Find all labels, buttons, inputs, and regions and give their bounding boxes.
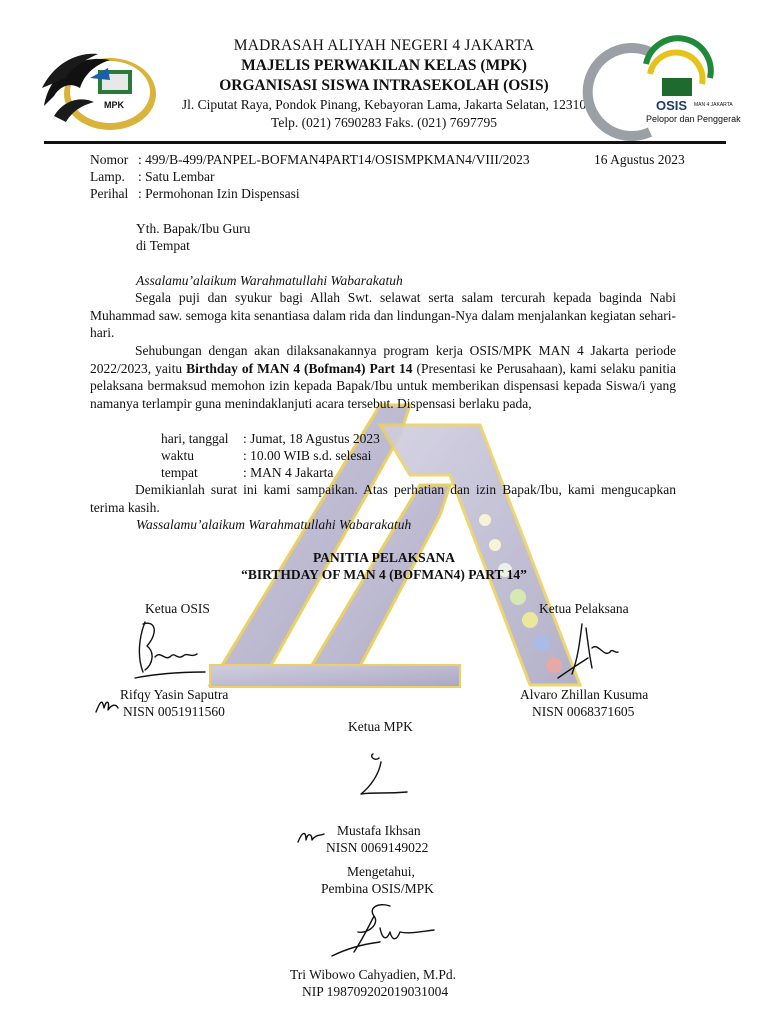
ketua-mpk-nisn: NISN 0069149022 [326,840,429,855]
pembina-name: Tri Wibowo Cahyadien, M.Pd. [290,967,456,982]
lamp-value: : Satu Lembar [138,169,215,184]
closing-text: Demikianlah surat ini kami sampaikan. Atas perhatian dan izin Bapak/Ibu, kami mengucapkan terima kasih. [90,482,676,515]
paragraph-2 [90,342,676,412]
ketua-osis-name: Rifqy Yasin Saputra [120,687,229,702]
mpk-name: MAJELIS PERWAKILAN KELAS (MPK) [241,57,527,74]
paragraph-2-text-b: (Presentasi ke Perusahaan), kami selaku panitia pelaksana bermaksud memohon izin kepada Bapak/Ibu untuk memberikan dispensasi kepada Siswa/i yang namanya terlampir guna menindaklanjuti acara tersebut. Dispensasi berlaku pada, [90,360,677,411]
detail-label: waktu [161,448,194,463]
paragraph-1 [90,289,676,342]
letterhead [0,36,768,136]
event-name-bold: Birthday of MAN 4 (Bofman4) Part 14 [186,360,413,376]
farewell: Wassalamu’alaikum Warahmatullahi Wabarakatuh [136,517,412,532]
school-name: MADRASAH ALIYAH NEGERI 4 JAKARTA [233,37,535,54]
nomor-label: Nomor [90,152,129,167]
mpk-logo-icon [40,46,158,132]
recipient-line2: di Tempat [136,238,190,253]
paraf-ketua-mpk [294,826,328,846]
lamp-label: Lamp. [90,169,125,184]
committee-event: “BIRTHDAY OF MAN 4 (BOFMAN4) PART 14” [241,567,527,582]
detail-value: : MAN 4 Jakarta [243,465,334,480]
address: Jl. Ciputat Raya, Pondok Pinang, Kebayoran Lama, Jakarta Selatan, 12310 [181,97,587,112]
perihal-value: : Permohonan Izin Dispensasi [138,186,300,201]
ketua-osis-role: Ketua OSIS [145,601,210,616]
nomor-value: : 499/B-499/PANPEL-BOFMAN4PART14/OSISMPKMAN4/VIII/2023 [138,152,530,167]
ketua-osis-nisn: NISN 0051911560 [123,704,225,719]
osis-logo-sub: MAN 4 JAKARTA [694,102,733,108]
detail-label: hari, tanggal [161,431,229,446]
detail-value: : Jumat, 18 Agustus 2023 [243,431,380,446]
ketua-pelaksana-name: Alvaro Zhillan Kusuma [520,687,649,702]
ketua-pelaksana-nisn: NISN 0068371605 [532,704,635,719]
recipient-line1: Yth. Bapak/Ibu Guru [136,221,251,236]
osis-logo-text: OSIS [656,98,688,113]
detail-value: : 10.00 WIB s.d. selesai [243,448,372,463]
ketua-mpk-role: Ketua MPK [348,719,413,734]
osis-logo-icon [610,44,741,140]
signature-ketua-pelaksana [552,618,622,683]
signature-pembina [328,898,438,962]
greeting: Assalamu’alaikum Warahmatullahi Wabarakatuh [136,273,403,288]
signature-ketua-osis [125,612,215,687]
detail-label: tempat [161,465,198,480]
ketua-mpk-name: Mustafa Ikhsan [337,823,421,838]
osis-logo-tagline: Pelopor dan Penggerak [646,114,741,124]
pembina-role-line1: Mengetahui, [347,864,415,879]
closing-paragraph [90,481,676,516]
paragraph-2-text-a: Sehubungan dengan akan dilaksanakannya program kerja OSIS/MPK MAN 4 Jakarta periode 2022/2023, yaitu [90,343,676,376]
contact: Telp. (021) 7690283 Faks. (021) 7697795 [271,115,497,130]
pembina-role-line2: Pembina OSIS/MPK [321,881,434,896]
committee-title: PANITIA PELAKSANA [313,550,455,565]
pembina-nip: NIP 198709202019031004 [302,984,449,999]
paragraph-1-text: Segala puji dan syukur bagi Allah Swt. selawat serta salam tercurah kepada baginda Nabi Muhammad saw. semoga kita senantiasa dalam rida dan lindungan-Nya dalam menjalankan kegiatan sehari-hari. [90,290,676,341]
letterhead-text [160,36,608,132]
mpk-logo-text: MPK [104,100,124,110]
signature-ketua-mpk [345,748,415,803]
letter-date: 16 Agustus 2023 [594,152,685,167]
letterhead-divider [44,141,726,144]
perihal-label: Perihal [90,186,129,201]
osis-name: ORGANISASI SISWA INTRASEKOLAH (OSIS) [219,77,549,94]
ketua-pelaksana-role: Ketua Pelaksana [539,601,629,616]
paraf-ketua-osis [92,694,120,716]
